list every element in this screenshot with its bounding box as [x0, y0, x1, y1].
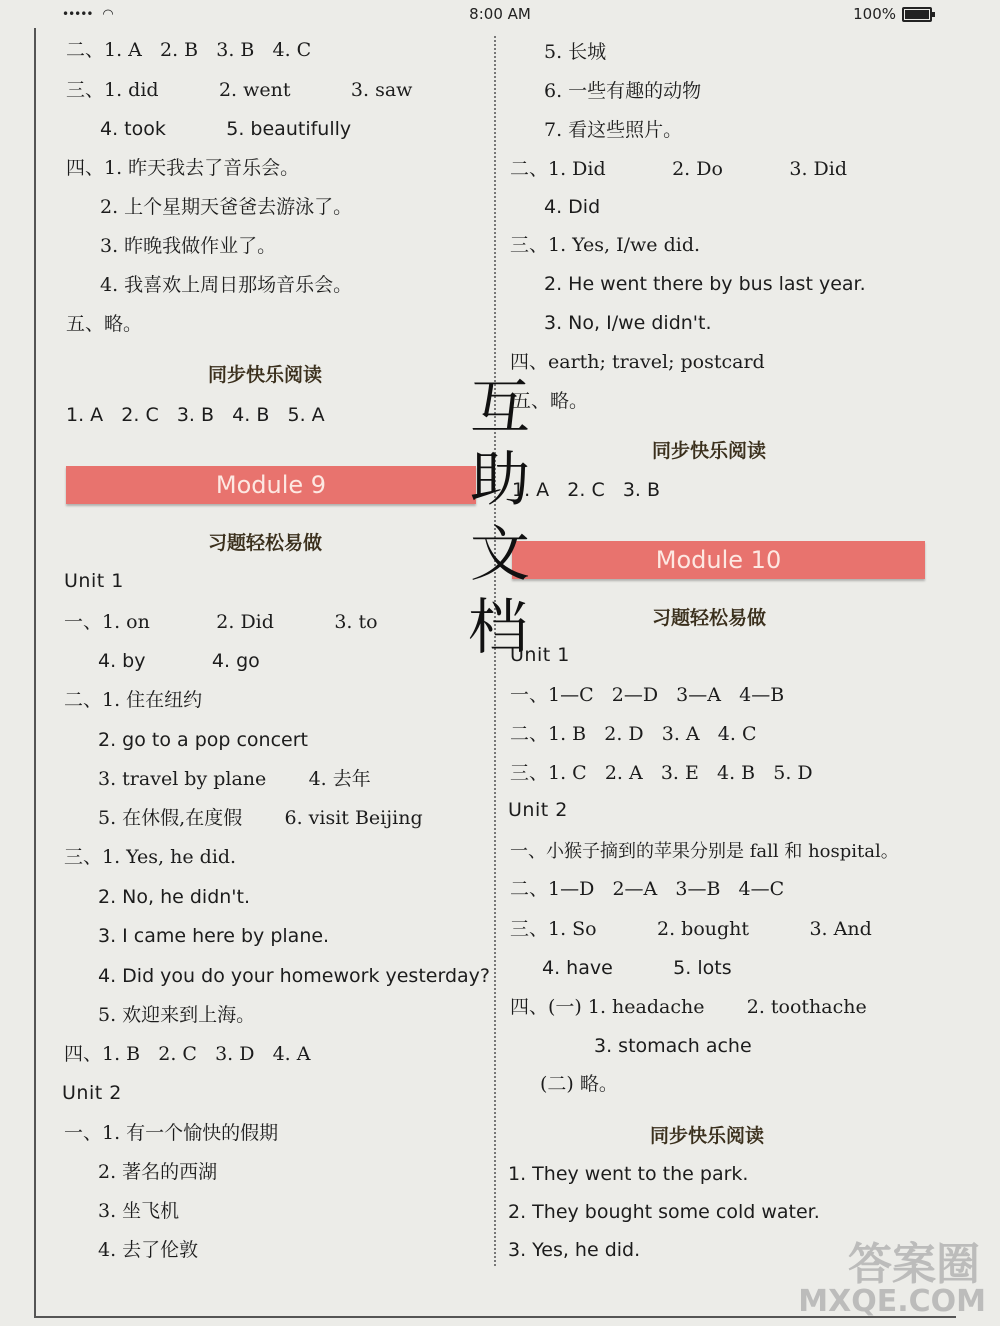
answer-line: 三、1. Yes, I/we did.: [510, 234, 701, 256]
answer-line: 3. 昨晚我做作业了。: [100, 235, 277, 257]
wifi-icon: ◠: [102, 6, 114, 22]
answer-line: 三、1. C 2. A 3. E 4. B 5. D: [510, 762, 813, 784]
watermark-logo: 答案圈: [848, 1239, 980, 1290]
answer-line: 1. They went to the park.: [508, 1163, 749, 1185]
answer-line: 二、1. B 2. D 3. A 4. C: [510, 723, 757, 745]
handwritten-char: 文: [470, 520, 530, 590]
answer-line: 四、(一) 1. headache 2. toothache: [510, 996, 867, 1018]
answer-line: 3. I came here by plane.: [98, 925, 330, 947]
handwritten-char: 档: [468, 593, 528, 663]
section-heading: 习题轻松易做: [208, 532, 323, 554]
answer-line: 四、earth; travel; postcard: [510, 351, 765, 373]
answer-line: 2. 上个星期天爸爸去游泳了。: [100, 196, 353, 218]
answer-line: 二、1. A 2. B 3. B 4. C: [66, 39, 312, 61]
answer-line: 五、略。: [66, 313, 143, 335]
unit-title: Unit 2: [508, 799, 568, 821]
answer-line: 3. No, I/we didn't.: [544, 312, 712, 334]
answer-line: 4. 去了伦敦: [98, 1239, 199, 1261]
answer-line: 二、1—D 2—A 3—B 4—C: [510, 878, 785, 900]
answer-line: 二、1. Did 2. Do 3. Did: [510, 158, 847, 180]
answer-line: 四、1. B 2. C 3. D 4. A: [64, 1043, 311, 1065]
answer-line: 三、1. did 2. went 3. saw: [66, 79, 413, 101]
unit-title: Unit 2: [62, 1082, 122, 1104]
answer-line: 3. stomach ache: [594, 1035, 752, 1057]
answer-line: 三、1. So 2. bought 3. And: [510, 918, 872, 940]
answer-line: 5. 欢迎来到上海。: [98, 1004, 256, 1026]
module-10-banner: Module 10: [512, 541, 925, 579]
answer-line: 4. Did: [544, 196, 601, 218]
answer-line: 3. Yes, he did.: [508, 1239, 641, 1261]
status-time: 8:00 AM: [469, 5, 531, 23]
answer-line: 2. No, he didn't.: [98, 886, 251, 908]
answer-line: 5. 长城: [544, 41, 607, 63]
reading-answers: 1. A 2. C 3. B: [512, 479, 661, 501]
answer-line: 7. 看这些照片。: [544, 119, 683, 141]
answer-line: 2. He went there by bus last year.: [544, 273, 866, 295]
status-bar: [0, 0, 1000, 28]
answer-line: 2. go to a pop concert: [98, 729, 308, 751]
answer-line: 三、1. Yes, he did.: [64, 846, 237, 868]
signal-icon: •••••: [62, 7, 93, 21]
answer-line: 2. They bought some cold water.: [508, 1201, 820, 1223]
answer-line: 一、1. on 2. Did 3. to: [64, 611, 378, 633]
answer-line: 6. 一些有趣的动物: [544, 80, 702, 102]
section-heading: 同步快乐阅读: [650, 1125, 765, 1147]
section-heading: 同步快乐阅读: [652, 440, 767, 462]
answer-line: 四、1. 昨天我去了音乐会。: [66, 157, 300, 179]
module-9-banner: Module 9: [66, 466, 476, 504]
answer-line: 4. took 5. beautifully: [100, 118, 352, 140]
battery-percent: 100%: [853, 5, 896, 23]
battery-icon: [902, 7, 932, 22]
watermark-url: MXQE.COM: [798, 1284, 986, 1319]
section-heading: 同步快乐阅读: [208, 364, 323, 386]
answer-line: 一、1—C 2—D 3—A 4—B: [510, 684, 785, 706]
unit-title: Unit 1: [64, 570, 124, 592]
page-edge: [34, 28, 36, 1318]
answer-line: 5. 在休假,在度假 6. visit Beijing: [98, 807, 423, 829]
answer-line: 2. 著名的西湖: [98, 1161, 218, 1183]
handwritten-char: 助: [470, 445, 530, 515]
answer-line: 4. have 5. lots: [542, 957, 732, 979]
answer-line: 4. by 4. go: [98, 650, 260, 672]
answer-line: 二、1. 住在纽约: [64, 689, 203, 711]
answer-line: 一、小猴子摘到的苹果分别是 fall 和 hospital。: [510, 841, 899, 862]
reading-answers: 1. A 2. C 3. B 4. B 5. A: [66, 404, 325, 426]
section-heading: 习题轻松易做: [652, 607, 767, 629]
answer-line: 3. travel by plane 4. 去年: [98, 768, 371, 790]
answer-line: 3. 坐飞机: [98, 1200, 180, 1222]
answer-line: (二) 略。: [540, 1073, 618, 1095]
handwritten-char: 互: [470, 373, 530, 443]
answer-line: 五、略。: [512, 390, 589, 412]
answer-line: 4. Did you do your homework yesterday?: [98, 965, 490, 987]
answer-line: 4. 我喜欢上周日那场音乐会。: [100, 274, 353, 296]
unit-title: Unit 1: [510, 644, 570, 666]
answer-line: 一、1. 有一个愉快的假期: [64, 1122, 279, 1144]
